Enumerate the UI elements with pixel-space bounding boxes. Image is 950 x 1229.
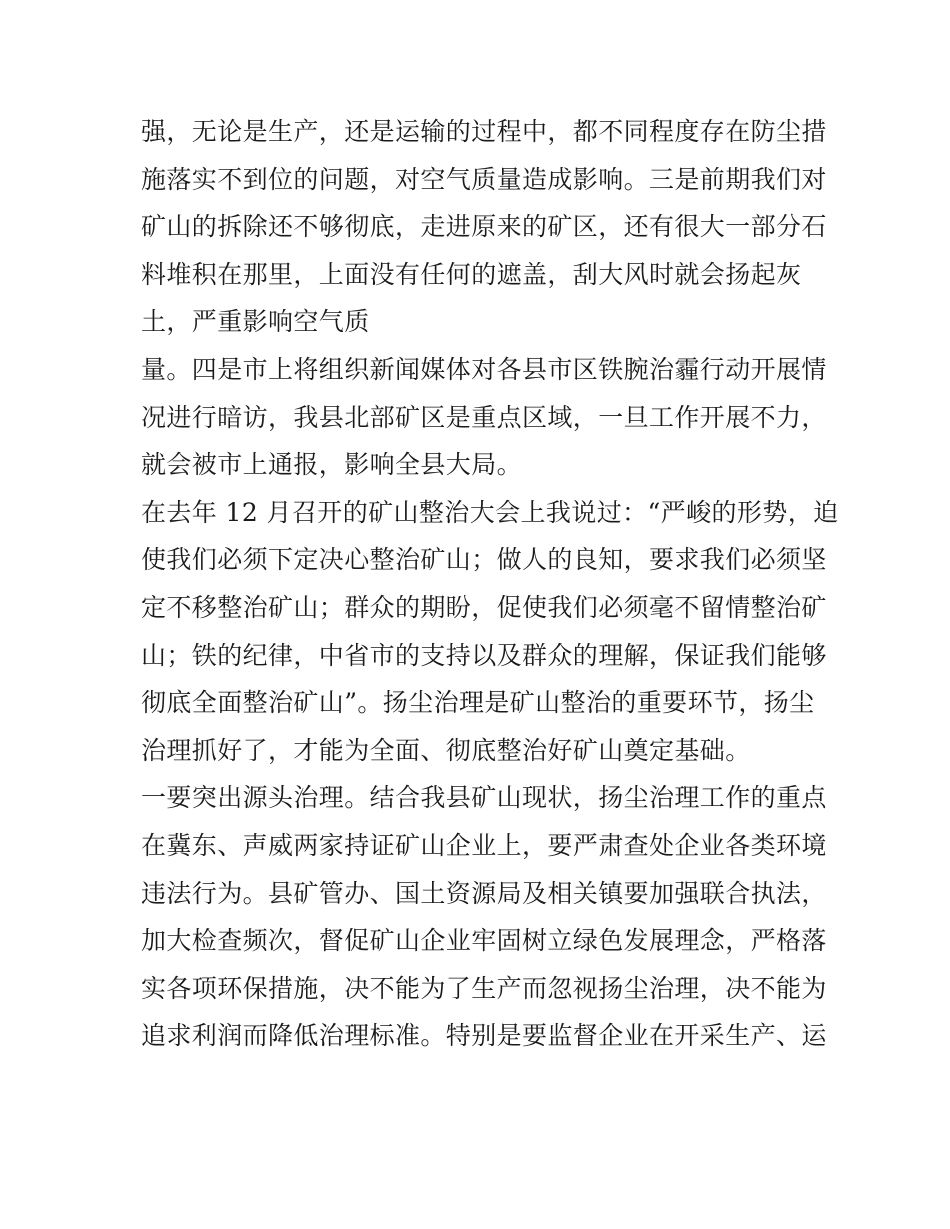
- text-line: 料堆积在那里，上面没有任何的遮盖，刮大风时就会扬起灰: [141, 259, 802, 289]
- text-line: 土，严重影响空气质: [141, 307, 370, 337]
- text-line: 追求利润而降低治理标准。特别是要监督企业在开采生产、运: [141, 1021, 827, 1051]
- text-line: 在去年 12 月召开的矿山整治大会上我说过：“严峻的形势，迫: [141, 497, 839, 527]
- text-line: 治理抓好了，才能为全面、彻底整治好矿山奠定基础。: [141, 735, 751, 765]
- text-line: 就会被市上通报，影响全县大局。: [141, 450, 523, 480]
- text-line: 施落实不到位的问题，对空气质量造成影响。三是前期我们对: [141, 164, 827, 194]
- text-line: 加大检查频次，督促矿山企业牢固树立绿色发展理念，严格落: [141, 926, 827, 956]
- text-line: 使我们必须下定决心整治矿山；做人的良知，要求我们必须坚: [141, 545, 827, 575]
- body-text: [141, 108, 839, 1060]
- text-line: 实各项环保措施，决不能为了生产而忽视扬尘治理，决不能为: [141, 973, 827, 1003]
- text-line: 违法行为。县矿管办、国土资源局及相关镇要加强联合执法，: [141, 878, 827, 908]
- text-line: 定不移整治矿山；群众的期盼，促使我们必须毫不留情整治矿: [141, 592, 827, 622]
- text-line: 矿山的拆除还不够彻底，走进原来的矿区，还有很大一部分石: [141, 212, 827, 242]
- text-line: 在冀东、声威两家持证矿山企业上，要严肃查处企业各类环境: [141, 830, 827, 860]
- text-line: 山；铁的纪律，中省市的支持以及群众的理解，保证我们能够: [141, 640, 827, 670]
- text-line: 一要突出源头治理。结合我县矿山现状，扬尘治理工作的重点: [141, 783, 827, 813]
- text-line: 强，无论是生产，还是运输的过程中，都不同程度存在防尘措: [141, 117, 827, 146]
- text-line: 彻底全面整治矿山”。扬尘治理是矿山整治的重要环节，扬尘: [141, 688, 815, 718]
- text-line: 量。四是市上将组织新闻媒体对各县市区铁腕治霾行动开展情: [141, 354, 827, 384]
- text-line: 况进行暗访，我县北部矿区是重点区域，一旦工作开展不力，: [141, 402, 827, 432]
